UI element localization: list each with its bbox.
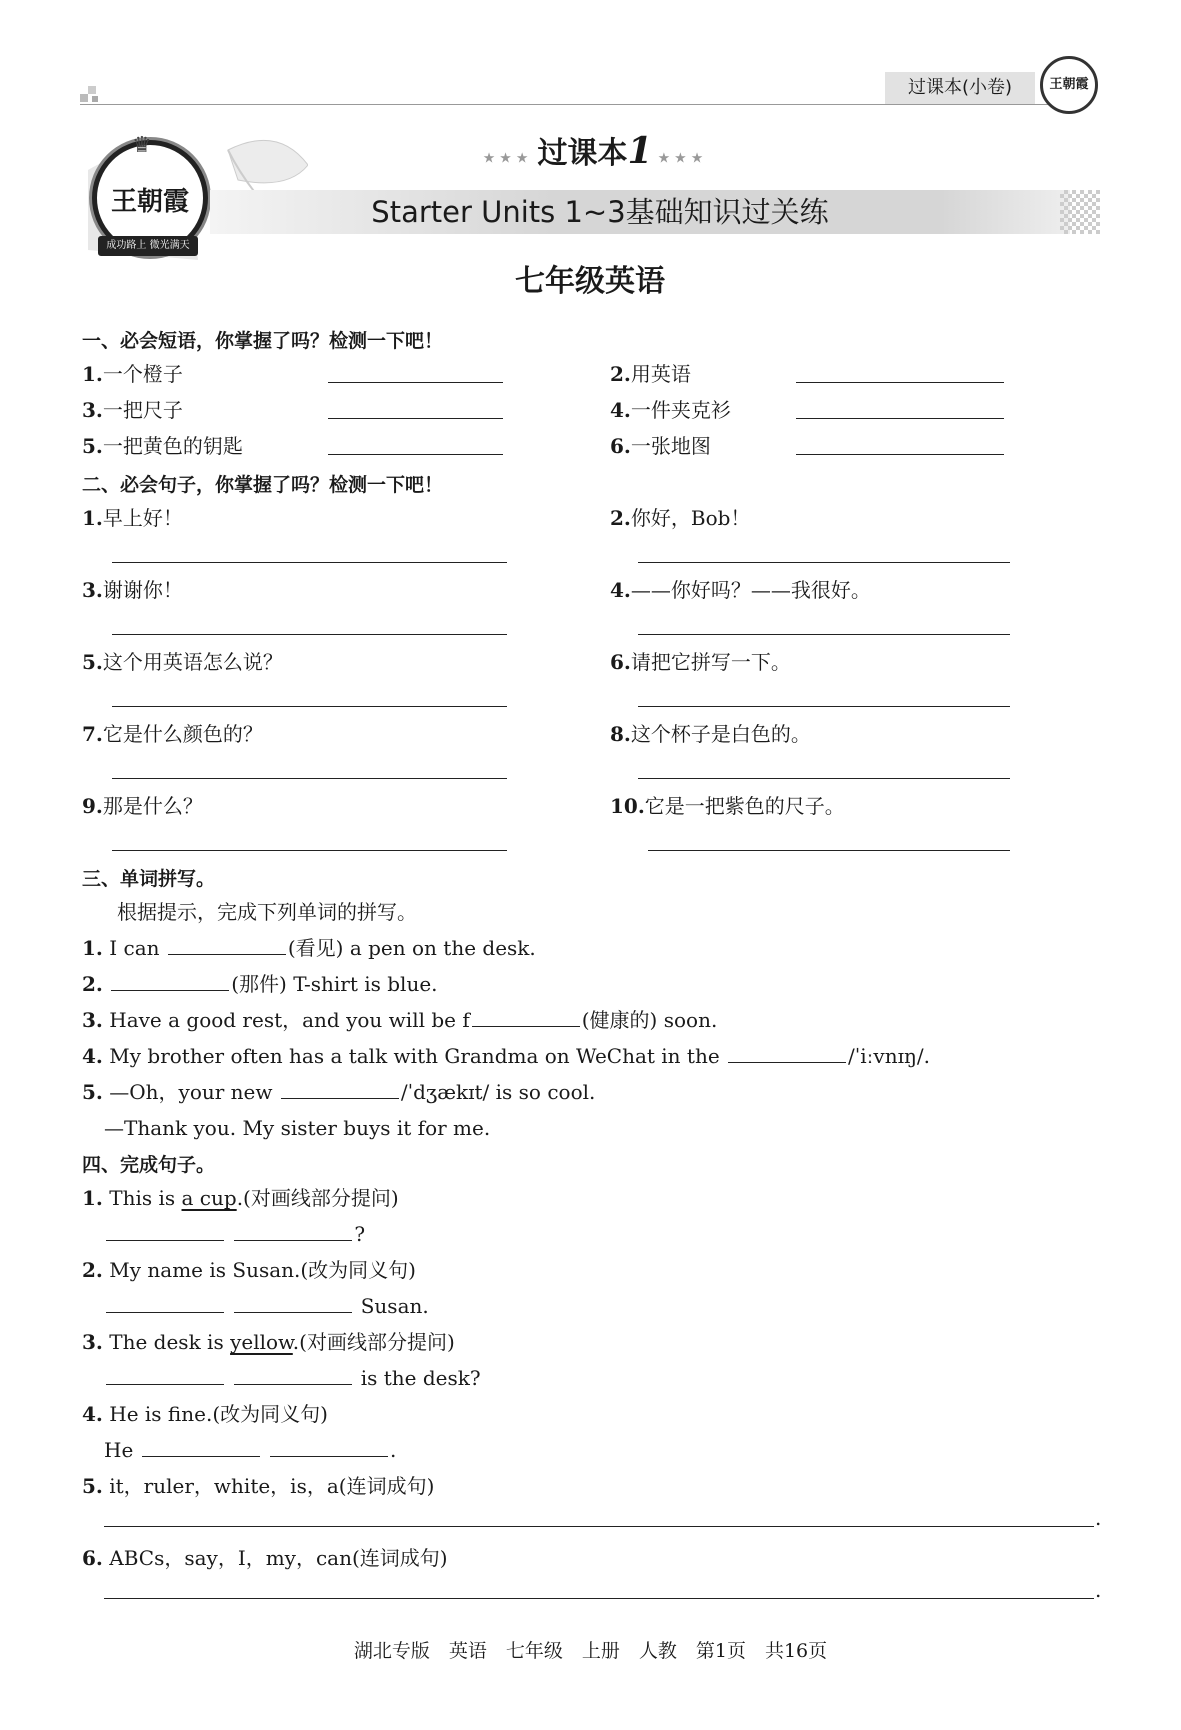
answer-blank[interactable] [796,418,1004,419]
section3-heading: 三、单词拼写。 [82,868,216,890]
answer-line[interactable] [112,706,507,707]
sentence-item: 7.它是什么颜色的？ [82,722,263,746]
sentence-item: 2.你好，Bob！ [610,506,751,530]
brand-logo-small: 王朝霞 [1040,56,1098,114]
answer-row: He . [104,1438,397,1462]
phrase-item: 3.一把尺子 [82,398,183,422]
phrase-item: 1.一个橙子 [82,362,183,386]
header-tag-text: 过课本(小卷) [907,77,1013,98]
answer-row: Susan. [104,1294,429,1318]
answer-blank[interactable] [328,382,503,383]
answer-row: ? [104,1222,365,1246]
answer-blank[interactable] [234,1294,352,1313]
crown-icon: ♛ [132,133,152,158]
spelling-q5: 5. —Oh，your new /ˈdʒækɪt/ is so cool. [82,1080,596,1104]
answer-blank[interactable] [142,1438,260,1457]
corner-decoration [80,86,102,106]
answer-line[interactable] [638,706,1010,707]
answer-blank[interactable] [234,1222,352,1241]
answer-blank[interactable] [111,972,229,991]
spelling-q4: 4. My brother often has a talk with Grandma on WeChat in the /ˈiːvnɪŋ/. [82,1044,930,1068]
answer-blank[interactable] [106,1222,224,1241]
section4-heading: 四、完成句子。 [82,1154,216,1176]
stars-left-icon: ★★★ [482,150,533,167]
answer-line[interactable] [112,850,507,851]
complete-q1: 1. This is a cup.(对画线部分提问) [82,1186,399,1210]
answer-line[interactable] [648,850,1010,851]
spelling-q2: 2. (那件) T-shirt is blue. [82,972,438,996]
answer-blank[interactable] [328,418,503,419]
answer-blank[interactable] [234,1366,352,1385]
header-rule [80,104,1080,105]
sentence-item: 9.那是什么？ [82,794,203,818]
answer-row: is the desk? [104,1366,481,1390]
phrase-item: 2.用英语 [610,362,691,386]
answer-line[interactable] [638,778,1010,779]
complete-q3: 3. The desk is yellow.(对画线部分提问) [82,1330,455,1354]
phrase-item: 4.一件夹克衫 [610,398,731,422]
answer-blank[interactable] [328,454,503,455]
answer-line[interactable] [104,1598,1094,1599]
subtitle: Starter Units 1~3基础知识过关练 [371,195,829,229]
complete-q6: 6. ABCs，say，I，my，can(连词成句) [82,1546,448,1570]
spelling-q1: 1. I can (看见) a pen on the desk. [82,936,536,960]
sentence-item: 8.这个杯子是白色的。 [610,722,811,746]
sentence-item: 3.谢谢你！ [82,578,183,602]
sentence-item: 10.它是一把紫色的尺子。 [610,794,845,818]
answer-blank[interactable] [281,1080,399,1099]
answer-blank[interactable] [796,382,1004,383]
answer-line[interactable] [112,634,507,635]
complete-q4: 4. He is fine.(改为同义句) [82,1402,328,1426]
sentence-item: 1.早上好！ [82,506,183,530]
sentence-item: 6.请把它拼写一下。 [610,650,791,674]
phrase-item: 6.一张地图 [610,434,711,458]
answer-blank[interactable] [796,454,1004,455]
brand-badge: 成功路上 微光满天 [98,236,198,256]
section2-heading: 二、必会句子，你掌握了吗？检测一下吧！ [82,474,444,496]
answer-line[interactable] [112,562,507,563]
section3-instruction: 根据提示，完成下列单词的拼写。 [117,900,417,924]
page-footer: 湖北专版 英语 七年级 上册 人教 第1页 共16页 [353,1640,828,1662]
complete-q5: 5. it，ruler，white，is，a(连词成句) [82,1474,435,1498]
answer-blank[interactable] [472,1008,580,1027]
complete-q2: 2. My name is Susan.(改为同义句) [82,1258,416,1282]
brand-logo-text: 王朝霞 [110,187,189,217]
sentence-item: 4.——你好吗？——我很好。 [610,578,871,602]
phrase-item: 5.一把黄色的钥匙 [82,434,243,458]
sentence-item: 5.这个用英语怎么说？ [82,650,283,674]
header-tag [885,72,1035,104]
answer-blank[interactable] [168,936,286,955]
period-mark: . [1095,1506,1102,1530]
answer-blank[interactable] [270,1438,388,1457]
spelling-q5-reply: —Thank you. My sister buys it for me. [104,1116,491,1140]
answer-blank[interactable] [106,1294,224,1313]
answer-line[interactable] [638,562,1010,563]
page-title: ★★★ 过课本1 ★★★ [482,130,708,172]
stars-right-icon: ★★★ [657,150,708,167]
answer-line[interactable] [112,778,507,779]
answer-line[interactable] [638,634,1010,635]
period-mark: . [1095,1578,1102,1602]
checker-decoration [1060,190,1100,234]
answer-blank[interactable] [106,1366,224,1385]
grade-title: 七年级英语 [515,264,665,299]
spelling-q3: 3. Have a good rest，and you will be f (健康的) soon. [82,1008,718,1032]
answer-blank[interactable] [728,1044,846,1063]
section1-heading: 一、必会短语，你掌握了吗？检测一下吧！ [82,330,444,352]
answer-line[interactable] [104,1526,1094,1527]
